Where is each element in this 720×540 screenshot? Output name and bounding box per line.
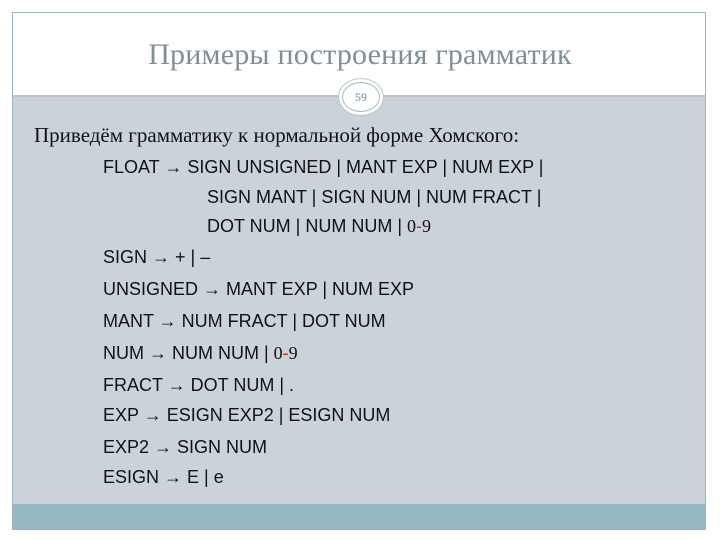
rule-mant: MANT → NUM FRACT | DOT NUM (103, 311, 386, 331)
range-start: 0 (407, 216, 417, 236)
footer-bar (13, 504, 705, 529)
intro-text: Приведём грамматику к нормальной форме Хомского: (34, 123, 520, 147)
rule-exp: EXP → ESIGN EXP2 | ESIGN NUM (103, 405, 391, 425)
rule-float-line3 (207, 216, 431, 237)
rule-exp2: EXP2 → SIGN NUM (103, 437, 268, 457)
rule-float-line1: FLOAT → SIGN UNSIGNED | MANT EXP | NUM EXP | (103, 157, 544, 177)
rule-sign: SIGN → + | – (103, 247, 211, 267)
rule-float-line2: SIGN MANT | SIGN NUM | NUM FRACT | (207, 187, 542, 207)
rule-float-line3-text: DOT NUM | NUM NUM | (207, 216, 408, 236)
rule-num (103, 343, 298, 364)
rule-esign: ESIGN → E | e (103, 467, 224, 487)
range-dash: - (416, 216, 423, 236)
range-end: 9 (422, 216, 432, 236)
range-dash: - (282, 343, 289, 363)
range-start: 0 (273, 343, 283, 363)
page-number-badge: 59 (342, 82, 380, 112)
rule-num-text: NUM → NUM NUM | (103, 343, 274, 363)
slide-title: Примеры построения грамматик (148, 38, 572, 71)
rule-fract: FRACT → DOT NUM | . (103, 375, 295, 395)
range-end: 9 (288, 343, 298, 363)
rule-unsigned: UNSIGNED → MANT EXP | NUM EXP (103, 279, 415, 299)
